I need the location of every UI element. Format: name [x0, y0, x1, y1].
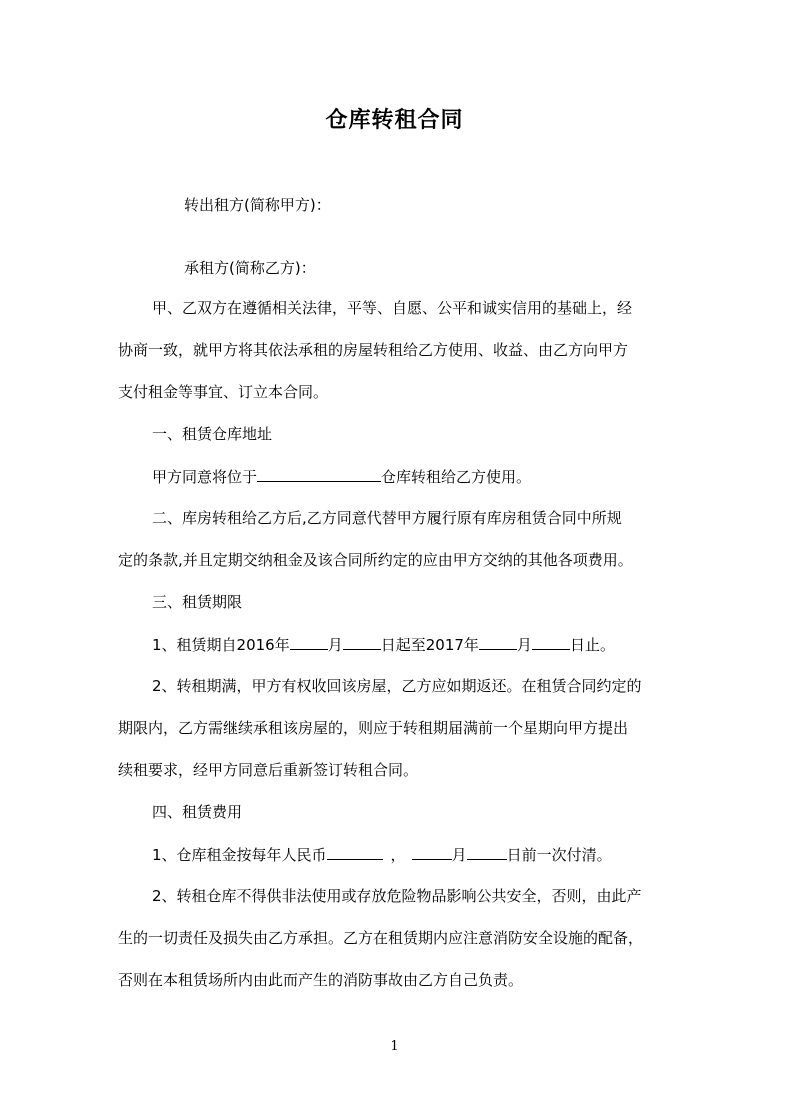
rent-payment-line [152, 843, 712, 866]
rent-text: 1、仓库租金按每年人民币 [152, 846, 327, 864]
pay-day-blank [467, 843, 507, 860]
party-a-line: 转出租方(简称甲方)： [184, 196, 331, 214]
rent-item2-line-1: 2、转租仓库不得供非法使用或存放危险物品影响公共安全，否则，由此产 [152, 887, 642, 905]
start-day-blank [343, 633, 381, 650]
rent-item2-line-3: 否则在本租赁场所内由此而产生的消防事故由乙方自己负责。 [118, 971, 524, 989]
document-title: 仓库转租合同 [325, 107, 464, 133]
section3-heading: 三、租赁期限 [152, 593, 243, 611]
section2-line-1: 二、库房转租给乙方后,乙方同意代替甲方履行原有库房租赁合同中所规 [152, 509, 622, 527]
pay-month-blank [412, 843, 452, 860]
term-item2-line-2: 期限内，乙方需继续承租该房屋的，则应于转租期届满前一个星期向甲方提出 [118, 719, 629, 737]
intro-line-2: 协商一致，就甲方将其依法承租的房屋转租给乙方使用、收益、由乙方向甲方 [118, 341, 629, 359]
end-month-blank [479, 633, 517, 650]
page-number: 1 [390, 1039, 399, 1054]
address-blank [257, 465, 381, 482]
term-item2-line-1: 2、转租期满，甲方有权收回该房屋，乙方应如期返还。在租赁合同约定的 [152, 677, 642, 695]
section1-heading: 一、租赁仓库地址 [152, 425, 273, 443]
section1-address-line [152, 465, 712, 488]
pay-month-text: 月 [451, 846, 467, 864]
address-text-after: 仓库转租给乙方使用。 [381, 468, 532, 486]
rent-item2-line-2: 生的一切责任及损失由乙方承担。乙方在租赁期内应注意消防安全设施的配备， [118, 929, 644, 947]
end-day-blank [532, 633, 570, 650]
address-text-before: 甲方同意将位于 [152, 468, 258, 486]
section2-line-2: 定的条款,并且定期交纳租金及该合同所约定的应由甲方交纳的其他各项费用。 [118, 551, 633, 569]
term-item2-line-3: 续租要求，经甲方同意后重新签订转租合同。 [118, 761, 419, 779]
rent-comma: ， [390, 846, 406, 864]
pay-day-text: 日前一次付清。 [506, 846, 612, 864]
intro-line-1: 甲、乙双方在遵循相关法律，平等、自愿、公平和诚实信用的基础上，经 [152, 299, 633, 317]
term-end-day-text: 日止。 [569, 636, 615, 654]
intro-line-3: 支付租金等事宜、订立本合同。 [118, 383, 329, 401]
term-period-line [152, 633, 712, 656]
term-end-text: 日起至2017年 [380, 636, 479, 654]
party-b-line: 承租方(简称乙方)： [184, 259, 316, 277]
term-end-month-text: 月 [516, 636, 532, 654]
term-start-text: 1、租赁期自2016年 [152, 636, 290, 654]
rent-amount-blank [327, 843, 383, 860]
term-month-text: 月 [327, 636, 343, 654]
start-month-blank [290, 633, 328, 650]
section4-heading: 四、租赁费用 [152, 803, 243, 821]
